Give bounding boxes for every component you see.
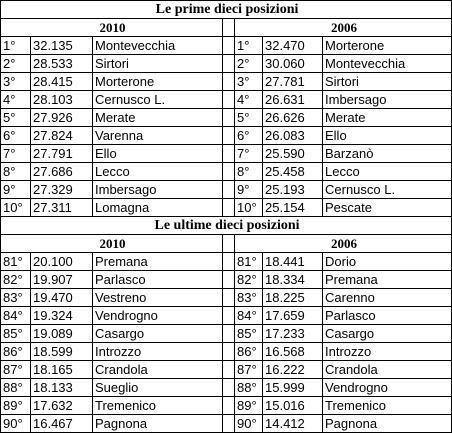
town-cell: Ello — [93, 145, 223, 163]
rank-cell: 88° — [235, 379, 263, 397]
table-row — [1, 145, 452, 163]
table-row — [1, 289, 452, 307]
town-cell: Barzanò — [323, 145, 452, 163]
rank-cell: 5° — [235, 109, 263, 127]
column-gap — [223, 379, 235, 397]
town-cell: Imbersago — [323, 91, 452, 109]
rank-cell: 7° — [1, 145, 31, 163]
rank-cell: 86° — [235, 343, 263, 361]
rank-cell: 1° — [1, 37, 31, 55]
town-cell: Vendrogno — [323, 379, 452, 397]
table-row — [1, 361, 452, 379]
value-cell: 20.100 — [31, 253, 93, 271]
value-cell: 26.626 — [263, 109, 323, 127]
table-row — [1, 73, 452, 91]
rank-cell: 85° — [1, 325, 31, 343]
town-cell: Premana — [93, 253, 223, 271]
value-cell: 25.458 — [263, 163, 323, 181]
year-right-header: 2006 — [235, 19, 452, 37]
column-gap — [223, 199, 235, 217]
table-row — [1, 271, 452, 289]
value-cell: 19.470 — [31, 289, 93, 307]
value-cell: 17.233 — [263, 325, 323, 343]
town-cell: Cernusco L. — [93, 91, 223, 109]
value-cell: 17.659 — [263, 307, 323, 325]
rank-cell: 8° — [235, 163, 263, 181]
town-cell: Vendrogno — [93, 307, 223, 325]
town-cell: Casargo — [323, 325, 452, 343]
town-cell: Cernusco L. — [323, 181, 452, 199]
town-cell: Montevecchia — [93, 37, 223, 55]
rank-cell: 10° — [235, 199, 263, 217]
town-cell: Parlasco — [93, 271, 223, 289]
town-cell: Premana — [323, 271, 452, 289]
table-row — [1, 55, 452, 73]
value-cell: 18.133 — [31, 379, 93, 397]
column-gap — [223, 397, 235, 415]
town-cell: Merate — [93, 109, 223, 127]
value-cell: 25.590 — [263, 145, 323, 163]
rank-cell: 90° — [1, 415, 31, 433]
town-cell: Carenno — [323, 289, 452, 307]
rank-cell: 9° — [1, 181, 31, 199]
section-title: Le ultime dieci posizioni — [1, 217, 452, 235]
value-cell: 15.016 — [263, 397, 323, 415]
rank-cell: 81° — [235, 253, 263, 271]
rank-cell: 7° — [235, 145, 263, 163]
value-cell: 27.791 — [31, 145, 93, 163]
value-cell: 19.324 — [31, 307, 93, 325]
column-gap — [223, 37, 235, 55]
section-title-row — [1, 1, 452, 19]
town-cell: Merate — [323, 109, 452, 127]
town-cell: Imbersago — [93, 181, 223, 199]
town-cell: Tremenico — [93, 397, 223, 415]
column-gap — [223, 109, 235, 127]
value-cell: 17.632 — [31, 397, 93, 415]
table-row — [1, 163, 452, 181]
column-gap — [223, 415, 235, 433]
value-cell: 32.470 — [263, 37, 323, 55]
town-cell: Pagnona — [323, 415, 452, 433]
value-cell: 16.568 — [263, 343, 323, 361]
column-gap — [223, 361, 235, 379]
town-cell: Lecco — [93, 163, 223, 181]
year-left-header: 2010 — [1, 235, 223, 253]
section-title: Le prime dieci posizioni — [1, 1, 452, 19]
rank-cell: 89° — [235, 397, 263, 415]
value-cell: 18.599 — [31, 343, 93, 361]
column-gap — [223, 289, 235, 307]
rank-cell: 9° — [235, 181, 263, 199]
table-row — [1, 397, 452, 415]
value-cell: 18.334 — [263, 271, 323, 289]
rank-cell: 2° — [235, 55, 263, 73]
town-cell: Lomagna — [93, 199, 223, 217]
value-cell: 19.089 — [31, 325, 93, 343]
town-cell: Parlasco — [323, 307, 452, 325]
rank-cell: 4° — [1, 91, 31, 109]
value-cell: 15.999 — [263, 379, 323, 397]
town-cell: Sirtori — [323, 73, 452, 91]
rank-cell: 5° — [1, 109, 31, 127]
value-cell: 27.329 — [31, 181, 93, 199]
table-row — [1, 91, 452, 109]
year-right-header: 2006 — [235, 235, 452, 253]
year-left-header: 2010 — [1, 19, 223, 37]
town-cell: Morterone — [323, 37, 452, 55]
rank-cell: 82° — [1, 271, 31, 289]
value-cell: 27.781 — [263, 73, 323, 91]
town-cell: Dorio — [323, 253, 452, 271]
value-cell: 27.926 — [31, 109, 93, 127]
rank-cell: 4° — [235, 91, 263, 109]
rank-cell: 10° — [1, 199, 31, 217]
value-cell: 18.441 — [263, 253, 323, 271]
column-gap — [223, 307, 235, 325]
rank-cell: 82° — [235, 271, 263, 289]
value-cell: 27.686 — [31, 163, 93, 181]
rank-cell: 83° — [1, 289, 31, 307]
column-gap — [223, 55, 235, 73]
rank-cell: 87° — [1, 361, 31, 379]
column-gap — [223, 325, 235, 343]
table-row — [1, 109, 452, 127]
town-cell: Sirtori — [93, 55, 223, 73]
rank-cell: 89° — [1, 397, 31, 415]
town-cell: Lecco — [323, 163, 452, 181]
town-cell: Crandola — [323, 361, 452, 379]
value-cell: 19.907 — [31, 271, 93, 289]
column-gap — [223, 145, 235, 163]
rank-cell: 6° — [235, 127, 263, 145]
value-cell: 32.135 — [31, 37, 93, 55]
table-row — [1, 307, 452, 325]
rank-cell: 3° — [1, 73, 31, 91]
value-cell: 18.225 — [263, 289, 323, 307]
value-cell: 28.533 — [31, 55, 93, 73]
column-gap — [223, 163, 235, 181]
rank-cell: 6° — [1, 127, 31, 145]
table-row — [1, 343, 452, 361]
value-cell: 30.060 — [263, 55, 323, 73]
value-cell: 28.103 — [31, 91, 93, 109]
column-gap — [223, 271, 235, 289]
town-cell: Pagnona — [93, 415, 223, 433]
rank-cell: 87° — [235, 361, 263, 379]
town-cell: Montevecchia — [323, 55, 452, 73]
rank-cell: 85° — [235, 325, 263, 343]
town-cell: Vestreno — [93, 289, 223, 307]
section-title-row — [1, 217, 452, 235]
table-row — [1, 199, 452, 217]
table-row — [1, 325, 452, 343]
column-gap — [223, 19, 235, 37]
column-gap — [223, 343, 235, 361]
rank-cell: 8° — [1, 163, 31, 181]
rank-cell: 88° — [1, 379, 31, 397]
value-cell: 14.412 — [263, 415, 323, 433]
town-cell: Morterone — [93, 73, 223, 91]
rank-cell: 81° — [1, 253, 31, 271]
town-cell: Introzzo — [93, 343, 223, 361]
column-gap — [223, 73, 235, 91]
value-cell: 27.311 — [31, 199, 93, 217]
value-cell: 18.165 — [31, 361, 93, 379]
table-row — [1, 181, 452, 199]
rank-cell: 83° — [235, 289, 263, 307]
table-row — [1, 379, 452, 397]
value-cell: 28.415 — [31, 73, 93, 91]
town-cell: Crandola — [93, 361, 223, 379]
value-cell: 27.824 — [31, 127, 93, 145]
rank-cell: 84° — [1, 307, 31, 325]
town-cell: Pescate — [323, 199, 452, 217]
town-cell: Ello — [323, 127, 452, 145]
rank-cell: 1° — [235, 37, 263, 55]
town-cell: Introzzo — [323, 343, 452, 361]
rank-cell: 3° — [235, 73, 263, 91]
rank-cell: 90° — [235, 415, 263, 433]
town-cell: Varenna — [93, 127, 223, 145]
rank-cell: 2° — [1, 55, 31, 73]
value-cell: 26.631 — [263, 91, 323, 109]
value-cell: 25.154 — [263, 199, 323, 217]
town-cell: Tremenico — [323, 397, 452, 415]
value-cell: 16.222 — [263, 361, 323, 379]
table-row — [1, 415, 452, 433]
year-header-row — [1, 19, 452, 37]
rank-cell: 86° — [1, 343, 31, 361]
town-cell: Casargo — [93, 325, 223, 343]
town-cell: Sueglio — [93, 379, 223, 397]
value-cell: 25.193 — [263, 181, 323, 199]
column-gap — [223, 253, 235, 271]
ranking-table-body — [1, 1, 452, 433]
column-gap — [223, 127, 235, 145]
table-row — [1, 127, 452, 145]
table-row — [1, 37, 452, 55]
column-gap — [223, 235, 235, 253]
year-header-row — [1, 235, 452, 253]
rank-cell: 84° — [235, 307, 263, 325]
value-cell: 16.467 — [31, 415, 93, 433]
column-gap — [223, 181, 235, 199]
value-cell: 26.083 — [263, 127, 323, 145]
table-row — [1, 253, 452, 271]
column-gap — [223, 91, 235, 109]
